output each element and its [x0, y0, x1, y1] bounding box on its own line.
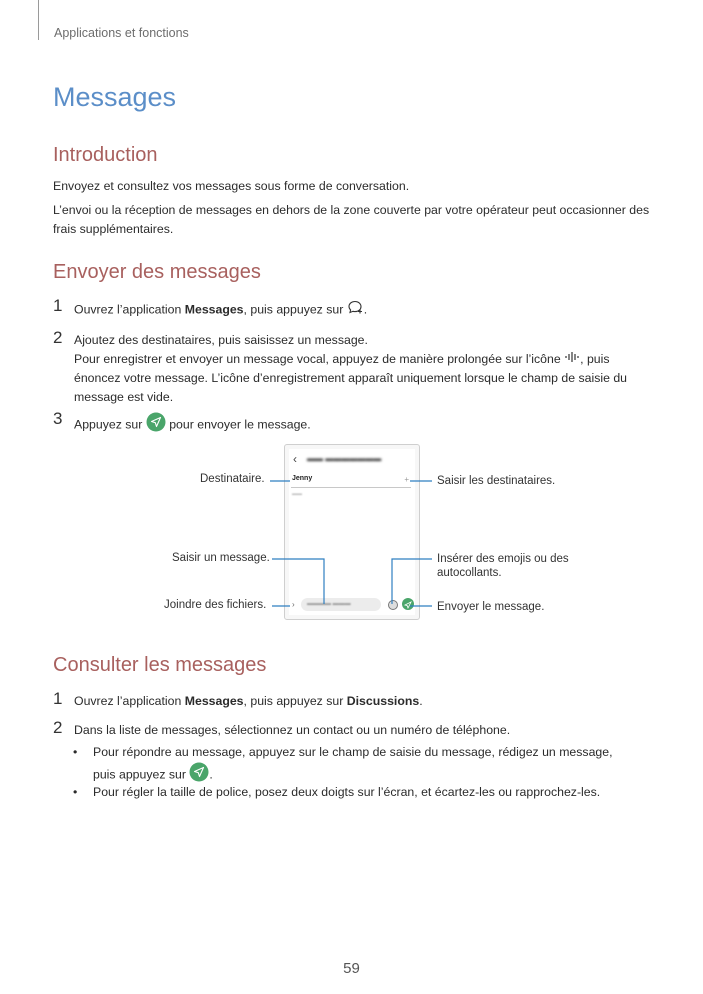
phone-screenshot — [284, 444, 420, 620]
send-button-icon — [402, 598, 414, 610]
callout-attach: Joindre des fichiers. — [164, 599, 267, 611]
intro-paragraph-2: L’envoi ou la réception de messages en dehors de la zone couverte par votre opérateur peut occasionner des frais supplémentaires. — [53, 203, 650, 236]
callout-send: Envoyer le message. — [437, 601, 545, 613]
faint-text-blurred: ▬▬ — [292, 491, 302, 497]
new-message-icon — [347, 299, 364, 321]
section-header: Applications et fonctions — [54, 26, 189, 40]
bullet-dot: • — [73, 745, 78, 759]
intro-paragraph-1: Envoyez et consultez vos messages sous forme de conversation. — [53, 179, 410, 193]
bullet-text: Pour régler la taille de police, posez deux doigts sur l’écran, et écartez-les ou rapprochez-les. — [93, 785, 601, 799]
phone-screen — [289, 449, 415, 615]
add-recipient-icon: + — [404, 475, 409, 484]
bullet-dot: • — [73, 785, 78, 799]
step-text: Ouvrez l’application Messages, puis appuyez sur . — [74, 299, 654, 321]
send-icon — [146, 412, 166, 438]
header-rule — [38, 0, 39, 40]
step-text: Ajoutez des destinataires, puis saisissez un message. Pour enregistrer et envoyer un message vocal, appuyez de manière prolongée sur l’icône , puis énoncez votre message. L’icône d’enregistrement apparaît uniquement lorsque le champ de saisie du message est vide. — [74, 333, 628, 405]
message-input-placeholder-blurred: ▬▬▬▬ ▬▬▬ — [307, 601, 351, 607]
back-icon: ‹ — [293, 452, 297, 466]
page-title: Messages — [53, 82, 177, 112]
voice-record-icon — [564, 350, 580, 369]
step-text: Appuyez sur pour envoyer le message. — [74, 412, 654, 438]
page-number: 59 — [343, 960, 360, 977]
step-number: 1 — [53, 689, 63, 708]
step-number: 2 — [53, 718, 63, 737]
emoji-icon — [388, 600, 398, 610]
step-text: Ouvrez l’application Messages, puis appuyez sur Discussions. — [74, 694, 423, 708]
view-heading: Consulter les messages — [53, 654, 267, 676]
step-text: Dans la liste de messages, sélectionnez un contact ou un numéro de téléphone. — [74, 723, 511, 737]
step-number: 1 — [53, 296, 63, 315]
callout-recipient: Destinataire. — [200, 473, 265, 485]
callout-enter-message: Saisir un message. — [172, 552, 270, 564]
recipient-underline — [291, 487, 411, 488]
bullet-text: Pour répondre au message, appuyez sur le champ de saisie du message, rédigez un message, puis appuyez sur . — [93, 743, 638, 788]
send-heading: Envoyer des messages — [53, 261, 261, 283]
step-number: 2 — [53, 328, 63, 347]
callout-emoji: Insérer des emojis ou des autocollants. — [437, 553, 569, 579]
callout-enter-recipients: Saisir les destinataires. — [437, 475, 556, 487]
recipient-name: Jenny — [292, 475, 313, 482]
phone-screen-title-blurred: ▬▬ ▬▬▬▬▬▬▬ — [307, 454, 382, 463]
attach-icon: › — [292, 600, 295, 609]
intro-heading: Introduction — [53, 144, 158, 166]
step-number: 3 — [53, 409, 63, 428]
